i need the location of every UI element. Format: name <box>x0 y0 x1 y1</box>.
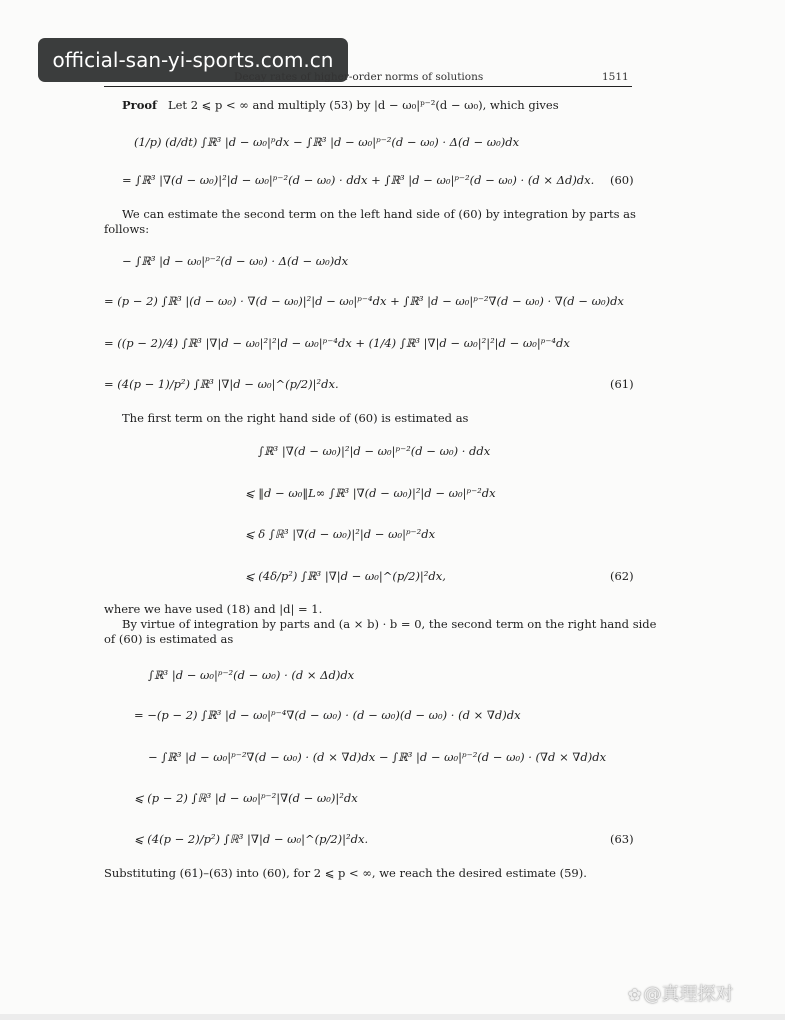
equation-number-63: (63) <box>610 832 634 846</box>
paragraph-4-line2: of (60) is estimated as <box>104 632 234 646</box>
equation-63-line1: ∫ℝ³ |d − ω₀|ᵖ⁻²(d − ω₀) · (d × Δd)dx <box>148 668 355 682</box>
watermark-text: @真理探对 <box>643 984 734 1005</box>
paragraph-5: Substituting (61)–(63) into (60), for 2 ⩽ p < ∞, we reach the desired estimate (59). <box>104 866 587 880</box>
equation-63-line2: = −(p − 2) ∫ℝ³ |d − ω₀|ᵖ⁻⁴∇(d − ω₀) · (d − ω₀)(d − ω₀) · (d × ∇d)dx <box>134 708 521 722</box>
proof-text: Let 2 ⩽ p < ∞ and multiply (53) by |d − ω₀|ᵖ⁻²(d − ω₀), which gives <box>167 98 559 112</box>
equation-62-line2: ⩽ ‖d − ω₀‖L∞ ∫ℝ³ |∇(d − ω₀)|²|d − ω₀|ᵖ⁻²dx <box>245 486 496 500</box>
paragraph-1-line1: We can estimate the second term on the left hand side of (60) by integration by parts as <box>122 207 636 221</box>
equation-60-line2: = ∫ℝ³ |∇(d − ω₀)|²|d − ω₀|ᵖ⁻²(d − ω₀) · ddx + ∫ℝ³ |d − ω₀|ᵖ⁻²(d − ω₀) · (d × Δd)dx. <box>122 173 595 187</box>
equation-60-line1: (1/p) (d/dt) ∫ℝ³ |d − ω₀|ᵖdx − ∫ℝ³ |d − ω₀|ᵖ⁻²(d − ω₀) · Δ(d − ω₀)dx <box>134 135 520 149</box>
paragraph-3: where we have used (18) and |d| = 1. <box>104 602 323 616</box>
equation-61-line1: − ∫ℝ³ |d − ω₀|ᵖ⁻²(d − ω₀) · Δ(d − ω₀)dx <box>122 254 349 268</box>
equation-63-line5: ⩽ (4(p − 2)/p²) ∫ℝ³ |∇|d − ω₀|^(p/2)|²dx. <box>134 832 369 846</box>
bottom-edge <box>0 1014 785 1020</box>
equation-61-line3: = ((p − 2)/4) ∫ℝ³ |∇|d − ω₀|²|²|d − ω₀|ᵖ⁻⁴dx + (1/4) ∫ℝ³ |∇|d − ω₀|²|²|d − ω₀|ᵖ⁻⁴dx <box>104 336 570 350</box>
paragraph-2: The first term on the right hand side of (60) is estimated as <box>122 411 469 425</box>
equation-62-line3: ⩽ δ ∫ℝ³ |∇(d − ω₀)|²|d − ω₀|ᵖ⁻²dx <box>245 527 436 541</box>
page-number: 1511 <box>602 71 629 83</box>
equation-number-60: (60) <box>610 173 634 187</box>
paragraph-1-line2: follows: <box>104 222 150 236</box>
equation-number-62: (62) <box>610 569 634 583</box>
equation-number-61: (61) <box>610 377 634 391</box>
equation-61-line2: = (p − 2) ∫ℝ³ |(d − ω₀) · ∇(d − ω₀)|²|d − ω₀|ᵖ⁻⁴dx + ∫ℝ³ |d − ω₀|ᵖ⁻²∇(d − ω₀) · ∇(d − ω₀)dx <box>104 294 624 308</box>
equation-62-line1: ∫ℝ³ |∇(d − ω₀)|²|d − ω₀|ᵖ⁻²(d − ω₀) · ddx <box>258 444 491 458</box>
equation-62-line4: ⩽ (4δ/p²) ∫ℝ³ |∇|d − ω₀|^(p/2)|²dx, <box>245 569 446 583</box>
equation-61-line4: = (4(p − 1)/p²) ∫ℝ³ |∇|d − ω₀|^(p/2)|²dx. <box>104 377 339 391</box>
paw-icon: ✿ <box>628 985 642 1004</box>
proof-line <box>122 98 559 112</box>
equation-63-line3: − ∫ℝ³ |d − ω₀|ᵖ⁻²∇(d − ω₀) · (d × ∇d)dx − ∫ℝ³ |d − ω₀|ᵖ⁻²(d − ω₀) · (∇d × ∇d)dx <box>148 750 607 764</box>
watermark <box>628 980 733 1006</box>
proof-label: Proof <box>122 98 157 112</box>
header-rule <box>104 86 632 87</box>
url-text: official-san-yi-sports.com.cn <box>52 48 334 72</box>
equation-63-line4: ⩽ (p − 2) ∫ℝ³ |d − ω₀|ᵖ⁻²|∇(d − ω₀)|²dx <box>134 791 358 805</box>
running-head: Decay rates of higher-order norms of solutions <box>234 71 484 83</box>
paragraph-4-line1: By virtue of integration by parts and (a × b) · b = 0, the second term on the right hand side <box>122 617 657 631</box>
